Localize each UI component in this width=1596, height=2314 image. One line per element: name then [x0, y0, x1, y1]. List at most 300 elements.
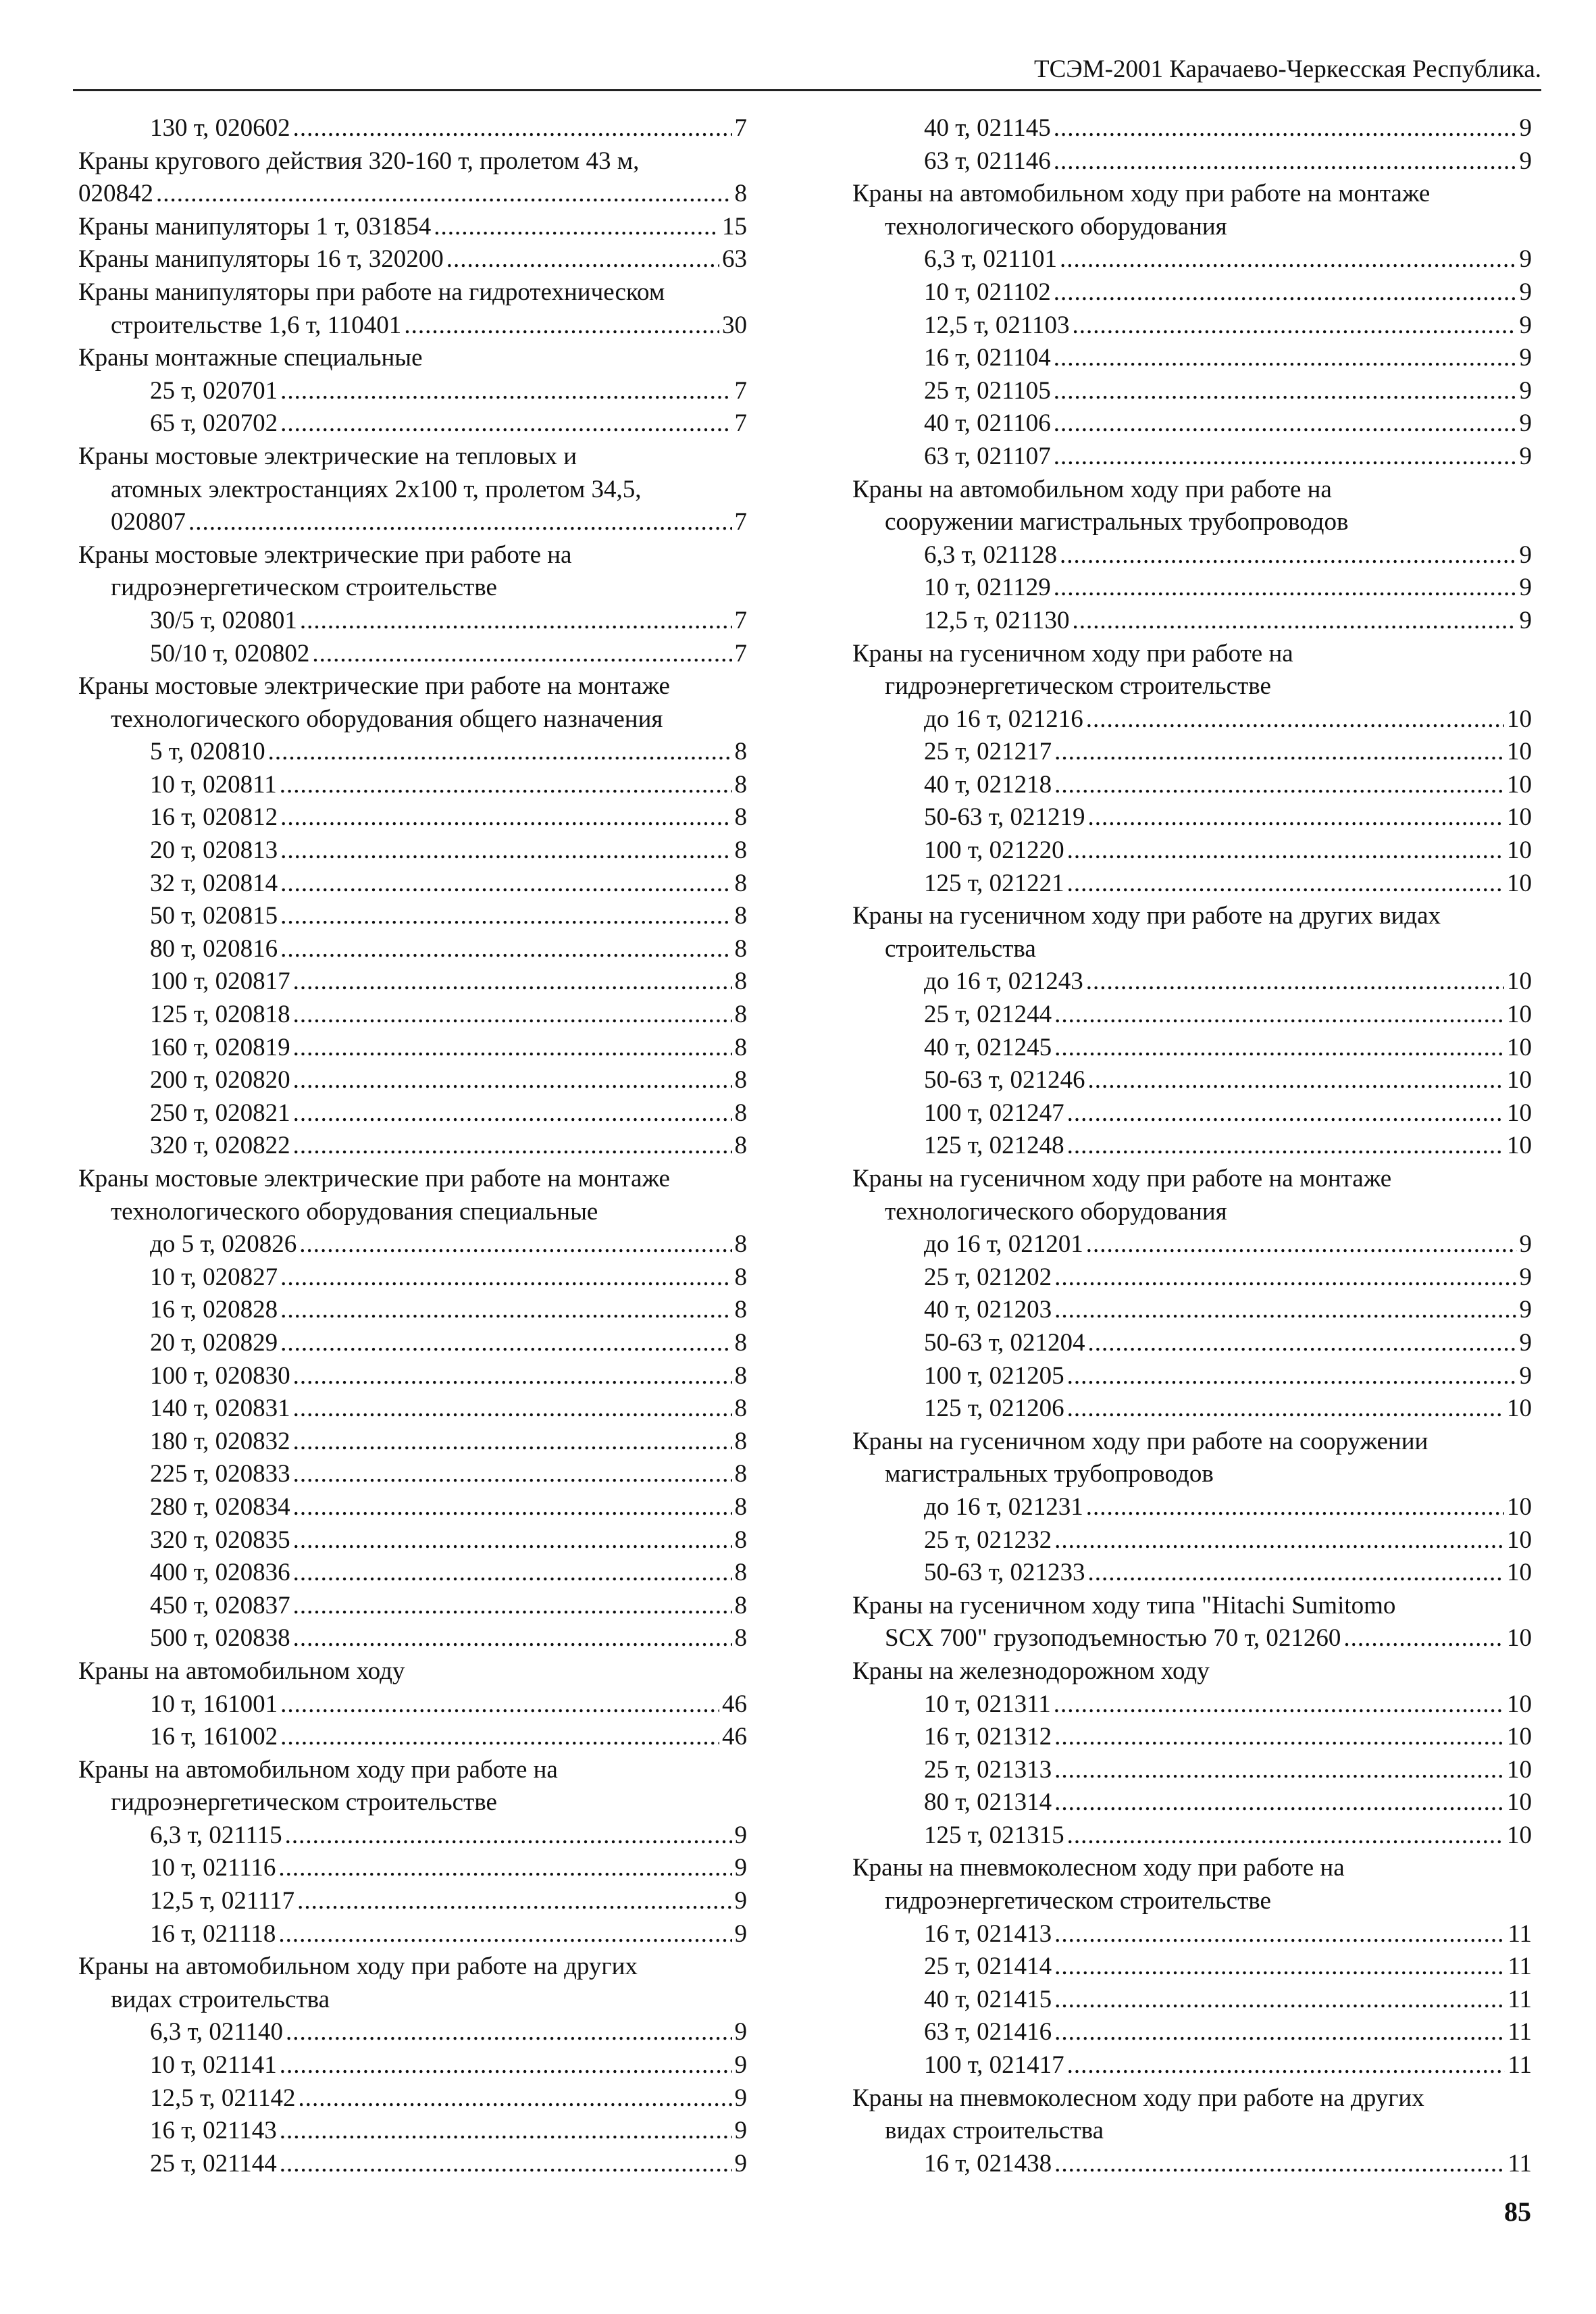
dot-leader	[280, 1688, 719, 1721]
entry-label: 16 т, 021413	[924, 1919, 1052, 1948]
entry-label: 125 т, 021248	[924, 1132, 1064, 1160]
entry-label: 25 т, 020701	[150, 376, 278, 405]
entry-page-ref: 10	[1507, 1526, 1532, 1554]
dot-leader	[1086, 703, 1504, 736]
dot-leader	[280, 2049, 732, 2082]
entry-page-ref: 11	[1508, 2149, 1532, 2178]
entry-label: 100 т, 021205	[924, 1361, 1064, 1390]
index-heading: видах строительства	[885, 2117, 1104, 2145]
index-entry	[78, 1294, 747, 1327]
index-heading: Краны мостовые электрические при работе на	[78, 540, 572, 569]
index-heading: Краны на пневмоколесном ходу при работе на	[852, 1854, 1345, 1882]
entry-label: 020807	[111, 508, 186, 536]
entry-label: 6,3 т, 021115	[150, 1821, 282, 1849]
dot-leader	[299, 1228, 731, 1261]
dot-leader	[156, 178, 732, 211]
entry-label: 125 т, 021221	[924, 869, 1064, 897]
entry-label: 320 т, 020835	[150, 1526, 290, 1554]
index-entry	[852, 1294, 1532, 1327]
entry-label: 25 т, 021105	[924, 376, 1051, 405]
dot-leader	[280, 1721, 719, 1754]
entry-page-ref: 10	[1507, 1132, 1532, 1160]
dot-leader	[293, 1557, 732, 1590]
entry-label: 020842	[78, 180, 153, 208]
dot-leader	[1086, 1491, 1504, 1524]
entry-label: 200 т, 020820	[150, 1066, 290, 1095]
entry-page-ref: 10	[1507, 770, 1532, 799]
dot-leader	[300, 605, 732, 638]
dot-leader	[1086, 1228, 1517, 1261]
entry-page-ref: 8	[734, 1591, 747, 1619]
entry-page-ref: 30	[722, 311, 747, 339]
dot-leader	[280, 2115, 732, 2148]
dot-leader	[293, 1622, 732, 1655]
index-entry	[852, 736, 1532, 769]
entry-label: 40 т, 021106	[924, 409, 1051, 438]
dot-leader	[293, 1458, 732, 1491]
dot-leader	[1067, 1819, 1504, 1853]
dot-leader	[268, 736, 732, 769]
entry-label: 10 т, 020827	[150, 1263, 278, 1291]
entry-page-ref: 8	[734, 180, 747, 208]
dot-leader	[293, 1491, 732, 1524]
dot-leader	[280, 1261, 731, 1294]
entry-page-ref: 8	[734, 770, 747, 799]
index-entry	[78, 1918, 747, 1951]
entry-page-ref: 9	[734, 2051, 747, 2080]
dot-leader	[1054, 1786, 1504, 1819]
index-entry	[852, 375, 1532, 408]
entry-page-ref: 8	[734, 1296, 747, 1324]
entry-label: 12,5 т, 021117	[150, 1887, 295, 1915]
entry-page-ref: 9	[734, 1821, 747, 1849]
index-entry	[78, 1032, 747, 1065]
index-entry	[78, 1392, 747, 1426]
index-entry	[852, 2049, 1532, 2082]
index-entry	[852, 342, 1532, 375]
dot-leader	[1087, 1064, 1504, 1097]
entry-label: 20 т, 020829	[150, 1328, 278, 1357]
index-heading: Краны на автомобильном ходу при работе на монтаже	[852, 180, 1431, 208]
entry-label: 400 т, 020836	[150, 1559, 290, 1587]
entry-label: 32 т, 020814	[150, 869, 278, 897]
index-entry	[78, 2049, 747, 2082]
entry-label: 25 т, 021202	[924, 1263, 1052, 1291]
index-heading: Краны мостовые электрические на тепловых и	[78, 442, 577, 470]
index-column-right	[852, 112, 1532, 2180]
entry-page-ref: 8	[734, 1033, 747, 1061]
index-entry	[852, 1622, 1532, 1655]
entry-label: 320 т, 020822	[150, 1132, 290, 1160]
index-entry	[78, 1097, 747, 1130]
index-entry	[78, 1819, 747, 1853]
entry-page-ref: 9	[1519, 606, 1532, 634]
index-entry	[78, 900, 747, 933]
dot-leader	[280, 834, 731, 867]
entry-label: 25 т, 021232	[924, 1526, 1052, 1554]
entry-page-ref: 10	[1507, 1821, 1532, 1849]
entry-page-ref: 8	[734, 738, 747, 766]
entry-label: 130 т, 020602	[150, 114, 290, 142]
dot-leader	[1054, 441, 1517, 474]
index-entry	[78, 1458, 747, 1491]
index-heading: Краны на гусеничном ходу при работе на монтаже	[852, 1165, 1392, 1192]
entry-label: 16 т, 161002	[150, 1723, 278, 1751]
dot-leader	[293, 1426, 732, 1459]
index-heading: Краны кругового действия 320-160 т, пролетом 43 м,	[78, 147, 640, 175]
entry-label: 6,3 т, 021140	[150, 2018, 284, 2046]
entry-page-ref: 8	[734, 1132, 747, 1160]
entry-label: 450 т, 020837	[150, 1591, 290, 1619]
entry-label: 100 т, 021220	[924, 836, 1064, 865]
index-heading: технологического оборудования	[885, 1197, 1227, 1226]
dot-leader	[293, 999, 732, 1032]
entry-page-ref: 9	[1519, 376, 1532, 405]
entry-label: 100 т, 021417	[924, 2051, 1064, 2080]
index-entry	[78, 1130, 747, 1163]
index-entry	[852, 1951, 1532, 1984]
dot-leader	[1073, 605, 1517, 638]
entry-label: 40 т, 021218	[924, 770, 1052, 799]
dot-leader	[1054, 1524, 1504, 1557]
dot-leader	[280, 769, 732, 802]
entry-page-ref: 9	[1519, 1296, 1532, 1324]
index-entry	[852, 1491, 1532, 1524]
index-entry	[78, 1885, 747, 1918]
dot-leader	[1054, 1918, 1505, 1951]
entry-page-ref: 9	[734, 1919, 747, 1948]
index-entry	[852, 1524, 1532, 1557]
entry-page-ref: 9	[734, 2018, 747, 2046]
dot-leader	[1060, 243, 1516, 276]
entry-label: 40 т, 021203	[924, 1296, 1052, 1324]
dot-leader	[293, 1064, 732, 1097]
index-entry	[852, 112, 1532, 145]
dot-leader	[293, 965, 732, 999]
entry-page-ref: 9	[1519, 147, 1532, 175]
index-entry	[852, 1327, 1532, 1360]
entry-page-ref: 8	[734, 1066, 747, 1095]
entry-label: 5 т, 020810	[150, 738, 265, 766]
dot-leader	[280, 375, 731, 408]
index-entry	[852, 1392, 1532, 1426]
index-entry	[78, 1524, 747, 1557]
entry-page-ref: 9	[1519, 540, 1532, 569]
index-entry	[78, 407, 747, 441]
index-entry	[78, 736, 747, 769]
dot-leader	[293, 1032, 732, 1065]
index-entry	[852, 539, 1532, 572]
entry-page-ref: 8	[734, 1001, 747, 1029]
entry-label: 25 т, 021414	[924, 1953, 1052, 1981]
entry-page-ref: 9	[1519, 409, 1532, 438]
entry-page-ref: 10	[1507, 1099, 1532, 1127]
entry-page-ref: 11	[1508, 2051, 1532, 2080]
entry-label: до 16 т, 021231	[924, 1492, 1083, 1521]
entry-label: 63 т, 021416	[924, 2018, 1052, 2046]
index-entry	[852, 276, 1532, 309]
dot-leader	[1067, 867, 1504, 901]
entry-label: 40 т, 021245	[924, 1033, 1052, 1061]
entry-page-ref: 9	[734, 2149, 747, 2178]
entry-page-ref: 9	[734, 1887, 747, 1915]
entry-page-ref: 11	[1508, 2018, 1532, 2046]
index-entry	[78, 506, 747, 539]
dot-leader	[1067, 1130, 1504, 1163]
index-entry	[852, 801, 1532, 834]
entry-label: 25 т, 021217	[924, 738, 1052, 766]
index-heading: Краны на автомобильном ходу	[78, 1657, 405, 1685]
entry-page-ref: 10	[1507, 1788, 1532, 1817]
entry-label: 10 т, 020811	[150, 770, 277, 799]
entry-label: 140 т, 020831	[150, 1394, 290, 1423]
index-entry	[852, 407, 1532, 441]
index-heading: Краны монтажные специальные	[78, 344, 423, 372]
index-heading: гидроэнергетическом строительстве	[885, 1887, 1271, 1915]
entry-label: 80 т, 021314	[924, 1788, 1052, 1817]
dot-leader	[1054, 1754, 1504, 1787]
dot-leader	[280, 1327, 731, 1360]
entry-label: 16 т, 021104	[924, 344, 1051, 372]
entry-page-ref: 11	[1508, 1919, 1532, 1948]
dot-leader	[280, 407, 731, 441]
entry-page-ref: 8	[734, 1559, 747, 1587]
dot-leader	[312, 638, 731, 671]
entry-page-ref: 10	[1507, 1559, 1532, 1587]
entry-label: 16 т, 021118	[150, 1919, 276, 1948]
dot-leader	[188, 506, 732, 539]
entry-page-ref: 10	[1507, 836, 1532, 865]
entry-label: 10 т, 021311	[924, 1690, 1051, 1718]
entry-label: 10 т, 021129	[924, 574, 1051, 602]
dot-leader	[1054, 1688, 1504, 1721]
index-entry	[78, 1491, 747, 1524]
index-heading: магистральных трубопроводов	[885, 1460, 1214, 1488]
index-entry	[852, 1228, 1532, 1261]
entry-label: 50-63 т, 021204	[924, 1328, 1085, 1357]
dot-leader	[293, 112, 732, 145]
entry-page-ref: 9	[734, 1854, 747, 1882]
entry-label: 100 т, 020817	[150, 967, 290, 996]
index-entry	[852, 867, 1532, 901]
dot-leader	[404, 309, 719, 343]
entry-page-ref: 9	[734, 2117, 747, 2145]
dot-leader	[293, 1360, 732, 1393]
index-entry	[78, 834, 747, 867]
dot-leader	[1054, 112, 1517, 145]
entry-label: 10 т, 161001	[150, 1690, 278, 1718]
index-heading: сооружении магистральных трубопроводов	[885, 508, 1349, 536]
entry-page-ref: 10	[1507, 1690, 1532, 1718]
entry-label: до 5 т, 020826	[150, 1230, 297, 1259]
index-entry	[852, 999, 1532, 1032]
index-entry	[852, 605, 1532, 638]
index-entry	[852, 1918, 1532, 1951]
dot-leader	[280, 933, 731, 966]
index-entry	[78, 1327, 747, 1360]
index-entry	[852, 145, 1532, 178]
entry-page-ref: 8	[734, 934, 747, 963]
dot-leader	[1054, 342, 1517, 375]
entry-page-ref: 10	[1507, 738, 1532, 766]
entry-page-ref: 9	[1519, 1361, 1532, 1390]
entry-page-ref: 8	[734, 1361, 747, 1390]
entry-label: 125 т, 020818	[150, 1001, 290, 1029]
index-heading: Краны на железнодорожном ходу	[852, 1657, 1210, 1685]
entry-label: 63 т, 021107	[924, 442, 1051, 470]
entry-label: 6,3 т, 021128	[924, 540, 1058, 569]
entry-label: 20 т, 020813	[150, 836, 278, 865]
entry-label: 280 т, 020834	[150, 1492, 290, 1521]
entry-page-ref: 7	[734, 114, 747, 142]
entry-page-ref: 7	[734, 606, 747, 634]
index-entry	[78, 999, 747, 1032]
index-entry	[78, 2082, 747, 2115]
entry-label: 12,5 т, 021130	[924, 606, 1070, 634]
entry-label: 25 т, 021244	[924, 1001, 1052, 1029]
entry-page-ref: 8	[734, 1526, 747, 1554]
entry-page-ref: 9	[1519, 278, 1532, 306]
entry-label: 16 т, 021143	[150, 2117, 277, 2145]
entry-page-ref: 8	[734, 1624, 747, 1653]
entry-page-ref: 9	[734, 2084, 747, 2112]
dot-leader	[434, 211, 719, 244]
index-entry	[78, 2016, 747, 2049]
entry-page-ref: 8	[734, 803, 747, 832]
index-entry	[852, 1984, 1532, 2017]
entry-label: 25 т, 021144	[150, 2149, 277, 2178]
entry-page-ref: 10	[1507, 803, 1532, 832]
entry-label: 50-63 т, 021246	[924, 1066, 1085, 1095]
entry-label: 125 т, 021206	[924, 1394, 1064, 1423]
index-entry	[78, 1228, 747, 1261]
entry-page-ref: 8	[734, 1492, 747, 1521]
dot-leader	[1054, 769, 1504, 802]
index-entry	[852, 1097, 1532, 1130]
entry-page-ref: 9	[1519, 1328, 1532, 1357]
index-entry	[78, 1852, 747, 1885]
entry-label: до 16 т, 021201	[924, 1230, 1083, 1259]
index-entry	[852, 703, 1532, 736]
entry-label: 65 т, 020702	[150, 409, 278, 438]
dot-leader	[293, 1590, 732, 1623]
running-header: ТСЭМ-2001 Карачаево-Черкесская Республика.	[73, 53, 1541, 91]
index-entry	[852, 1557, 1532, 1590]
dot-leader	[1086, 965, 1504, 999]
index-heading: Краны на гусеничном ходу при работе на других видах	[852, 902, 1441, 930]
entry-page-ref: 10	[1507, 1001, 1532, 1029]
dot-leader	[1067, 2049, 1505, 2082]
entry-page-ref: 7	[734, 376, 747, 405]
dot-leader	[280, 867, 731, 901]
entry-label: Краны манипуляторы 16 т, 320200	[78, 245, 444, 274]
index-entry	[78, 112, 747, 145]
index-entry	[852, 1688, 1532, 1721]
index-entry	[852, 1721, 1532, 1754]
index-entry	[852, 243, 1532, 276]
dot-leader	[1054, 375, 1517, 408]
index-entry	[852, 769, 1532, 802]
entry-page-ref: 10	[1507, 1755, 1532, 1784]
entry-page-ref: 10	[1507, 1624, 1532, 1653]
entry-label: 10 т, 021116	[150, 1854, 276, 1882]
entry-page-ref: 8	[734, 967, 747, 996]
entry-page-ref: 8	[734, 836, 747, 865]
entry-label: 40 т, 021415	[924, 1985, 1052, 2013]
index-entry	[852, 1064, 1532, 1097]
entry-page-ref: 10	[1507, 1066, 1532, 1095]
index-heading: технологического оборудования общего назначения	[111, 705, 663, 733]
entry-page-ref: 9	[1519, 344, 1532, 372]
entry-page-ref: 9	[1519, 114, 1532, 142]
dot-leader	[1054, 999, 1504, 1032]
dot-leader	[1067, 834, 1504, 867]
dot-leader	[285, 1819, 732, 1853]
entry-page-ref: 11	[1508, 1985, 1532, 2013]
entry-label: 100 т, 021247	[924, 1099, 1064, 1127]
index-heading: технологического оборудования	[885, 212, 1227, 241]
entry-page-ref: 10	[1507, 705, 1532, 733]
entry-label: 10 т, 021141	[150, 2051, 277, 2080]
entry-page-ref: 9	[1519, 1263, 1532, 1291]
entry-label: 50/10 т, 020802	[150, 639, 310, 668]
entry-page-ref: 9	[1519, 574, 1532, 602]
dot-leader	[293, 1130, 732, 1163]
entry-page-ref: 46	[722, 1723, 747, 1751]
index-entry	[78, 1360, 747, 1393]
entry-label: 6,3 т, 021101	[924, 245, 1058, 274]
entry-page-ref: 10	[1507, 869, 1532, 897]
dot-leader	[1054, 1984, 1505, 2017]
index-entry	[78, 375, 747, 408]
dot-leader	[293, 1097, 732, 1130]
dot-leader	[1054, 2016, 1505, 2049]
entry-label: строительстве 1,6 т, 110401	[111, 311, 402, 339]
dot-leader	[1054, 1032, 1504, 1065]
index-entry	[78, 769, 747, 802]
dot-leader	[1087, 1557, 1504, 1590]
dot-leader	[1054, 1294, 1516, 1327]
entry-label: 80 т, 020816	[150, 934, 278, 963]
index-entry	[852, 441, 1532, 474]
index-heading: Краны на гусеничном ходу типа "Hitachi Sumitomo	[852, 1591, 1396, 1619]
index-entry	[78, 2148, 747, 2181]
index-entry	[852, 2148, 1532, 2181]
entry-page-ref: 10	[1507, 967, 1532, 996]
dot-leader	[293, 1524, 732, 1557]
dot-leader	[1054, 407, 1517, 441]
index-entry	[852, 1786, 1532, 1819]
dot-leader	[1067, 1360, 1517, 1393]
entry-label: до 16 т, 021216	[924, 705, 1083, 733]
index-entry	[78, 211, 747, 244]
entry-page-ref: 8	[734, 1099, 747, 1127]
entry-page-ref: 8	[734, 1427, 747, 1455]
index-entry	[78, 965, 747, 999]
dot-leader	[1060, 539, 1516, 572]
index-heading: строительства	[885, 934, 1036, 963]
page-number: 85	[1504, 2196, 1531, 2227]
index-entry	[78, 1590, 747, 1623]
dot-leader	[1054, 736, 1504, 769]
entry-label: 50 т, 020815	[150, 902, 278, 930]
index-entry	[852, 1754, 1532, 1787]
entry-page-ref: 9	[1519, 245, 1532, 274]
entry-label: 30/5 т, 020801	[150, 606, 297, 634]
dot-leader	[1343, 1622, 1504, 1655]
index-heading: Краны на автомобильном ходу при работе на	[852, 475, 1332, 503]
dot-leader	[278, 1852, 731, 1885]
